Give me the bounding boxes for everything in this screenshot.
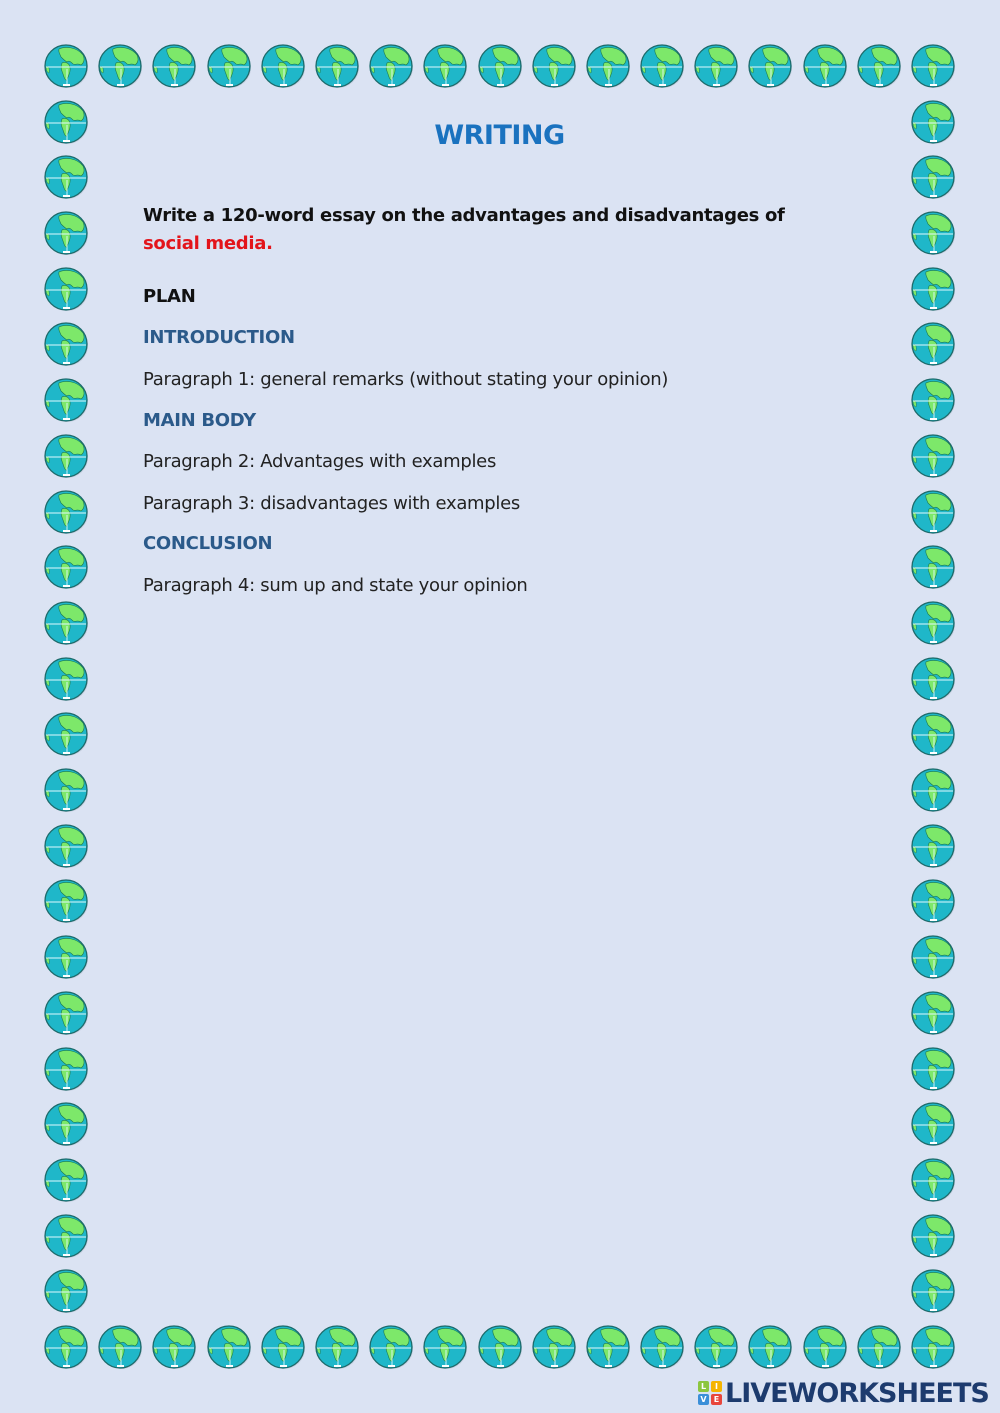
logo-block-e: E [711, 1394, 722, 1405]
globe-icon [43, 767, 89, 813]
globe-icon [910, 210, 956, 256]
page-title: WRITING [434, 120, 565, 151]
globe-icon [910, 1324, 956, 1370]
globe-icon [910, 266, 956, 312]
globe-icon [639, 43, 685, 89]
section-heading-introduction: INTRODUCTION [143, 327, 295, 348]
globe-icon [151, 43, 197, 89]
globe-icon [206, 1324, 252, 1370]
globe-icon [314, 43, 360, 89]
globe-icon [856, 43, 902, 89]
plan-item: Paragraph 3: disadvantages with examples [143, 493, 520, 514]
globe-icon [43, 656, 89, 702]
globe-icon [910, 433, 956, 479]
globe-icon [43, 377, 89, 423]
globe-icon [43, 878, 89, 924]
globe-icon [910, 321, 956, 367]
globe-icon [422, 1324, 468, 1370]
globe-icon [910, 600, 956, 646]
logo-block-l: L [698, 1381, 709, 1392]
globe-icon [43, 600, 89, 646]
globe-icon [910, 934, 956, 980]
globe-icon [910, 1213, 956, 1259]
logo-text: LIVEWORKSHEETS [725, 1377, 989, 1409]
globe-icon [910, 656, 956, 702]
globe-icon [260, 43, 306, 89]
globe-icon [910, 377, 956, 423]
prompt-text: Write a 120-word essay on the advantages and disadvantages of [143, 205, 785, 226]
logo-block-i: I [711, 1381, 722, 1392]
globe-icon [43, 433, 89, 479]
globe-icon [43, 154, 89, 200]
globe-icon [910, 99, 956, 145]
plan-item: Paragraph 1: general remarks (without stating your opinion) [143, 369, 669, 390]
globe-icon [43, 1157, 89, 1203]
globe-icon [43, 823, 89, 869]
globe-icon [585, 43, 631, 89]
globe-icon [43, 1324, 89, 1370]
globe-icon [314, 1324, 360, 1370]
globe-icon [43, 990, 89, 1036]
section-heading-conclusion: CONCLUSION [143, 533, 273, 554]
globe-icon [43, 1213, 89, 1259]
globe-icon [531, 43, 577, 89]
prompt-topic-highlight: social media. [143, 233, 273, 254]
globe-icon [910, 1101, 956, 1147]
globe-icon [639, 1324, 685, 1370]
globe-icon [43, 934, 89, 980]
globe-icon [43, 321, 89, 367]
globe-icon [910, 878, 956, 924]
globe-icon [802, 43, 848, 89]
globe-icon [531, 1324, 577, 1370]
liveworksheets-logo[interactable] [698, 1378, 989, 1408]
globe-icon [693, 1324, 739, 1370]
section-heading-main-body: MAIN BODY [143, 410, 256, 431]
globe-icon [910, 1268, 956, 1314]
globe-icon [151, 1324, 197, 1370]
globe-icon [477, 1324, 523, 1370]
globe-icon [43, 1101, 89, 1147]
globe-icon [43, 711, 89, 757]
globe-icon [910, 767, 956, 813]
globe-icon [368, 43, 414, 89]
globe-icon [802, 1324, 848, 1370]
plan-item: Paragraph 4: sum up and state your opinion [143, 575, 528, 596]
globe-icon [693, 43, 739, 89]
globe-icon [97, 43, 143, 89]
logo-block-v: V [698, 1394, 709, 1405]
globe-icon [910, 489, 956, 535]
globe-icon [43, 43, 89, 89]
globe-icon [910, 990, 956, 1036]
globe-icon [43, 266, 89, 312]
globe-icon [43, 99, 89, 145]
globe-icon [910, 43, 956, 89]
plan-item: Paragraph 2: Advantages with examples [143, 451, 497, 472]
globe-icon [260, 1324, 306, 1370]
essay-prompt [143, 202, 833, 258]
globe-icon [747, 1324, 793, 1370]
globe-icon [43, 544, 89, 590]
globe-icon [43, 210, 89, 256]
globe-icon [477, 43, 523, 89]
globe-icon [43, 1268, 89, 1314]
plan-heading: PLAN [143, 286, 196, 307]
globe-icon [43, 489, 89, 535]
globe-icon [43, 1046, 89, 1092]
live-blocks-icon [698, 1381, 722, 1405]
globe-icon [422, 43, 468, 89]
globe-icon [368, 1324, 414, 1370]
globe-icon [747, 43, 793, 89]
globe-icon [910, 823, 956, 869]
globe-icon [910, 1046, 956, 1092]
globe-icon [206, 43, 252, 89]
globe-icon [910, 711, 956, 757]
globe-icon [910, 1157, 956, 1203]
globe-icon [910, 154, 956, 200]
globe-icon [856, 1324, 902, 1370]
globe-icon [97, 1324, 143, 1370]
globe-icon [910, 544, 956, 590]
globe-icon [585, 1324, 631, 1370]
